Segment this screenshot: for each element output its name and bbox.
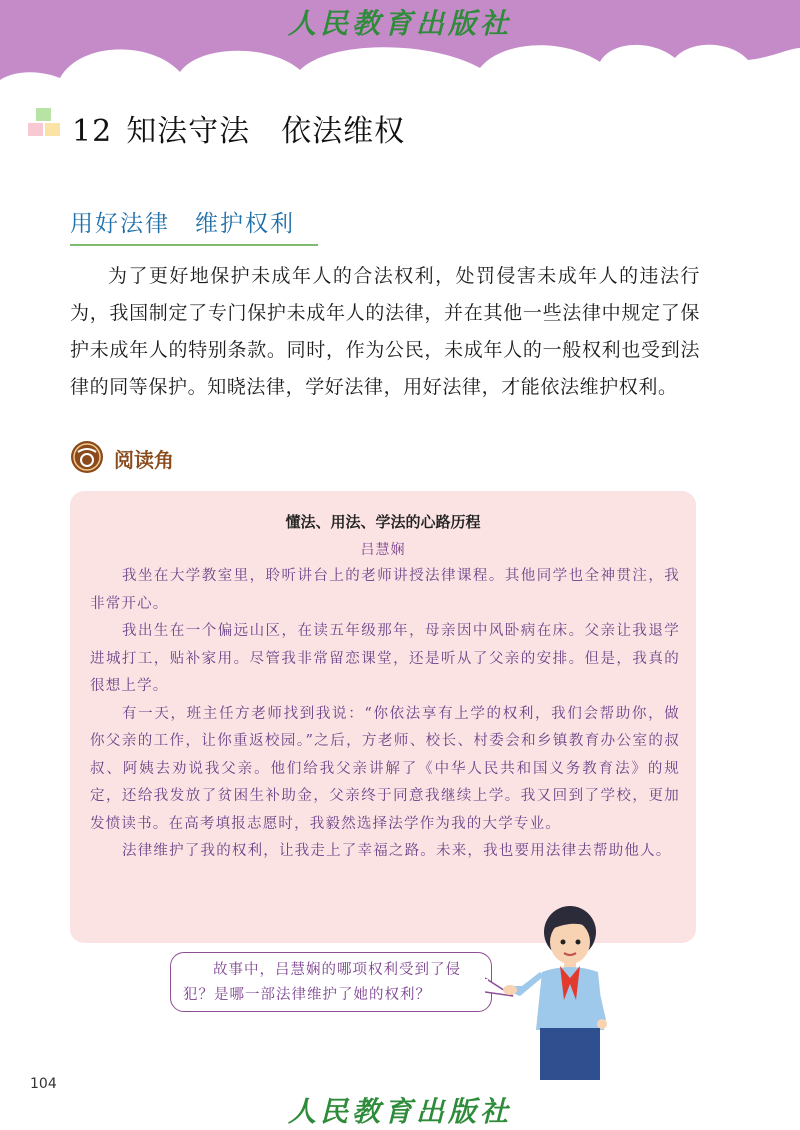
story-paragraph: 我坐在大学教室里，聆听讲台上的老师讲授法律课程。其他同学也全神贯注，我非常开心。 (90, 568, 680, 612)
story-paragraph: 有一天，班主任方老师找到我说：“你依法享有上学的权利，我们会帮助你，做你父亲的工作，让你重返校园。”之后，方老师、校长、村委会和乡镇教育办公室的叔叔、阿姨去劝说我父亲。他们给我父亲讲解了《中华人民共和国义务教育法》的规定，还给我发放了贫困生补助金，父亲终于同意我继续上学。我又回到了学校，更加发愤读书。在高考填报志愿时，我毅然选择法学作为我的大学专业。 (90, 705, 680, 832)
story-title: 懂法、用法、学法的心路历程 (285, 513, 481, 531)
publisher-logo-top: 人民教育出版社 (287, 7, 512, 40)
chapter-number: 12 (72, 114, 113, 149)
title-decoration-squares (28, 108, 62, 138)
section-title: 用好法律 维护权利 (70, 205, 318, 246)
story-paragraph: 我出生在一个偏远山区，在读五年级那年，母亲因中风卧病在床。父亲让我退学进城打工，贴补家用。尽管我非常留恋课堂，还是听从了父亲的安排。但是，我真的很想上学。 (90, 623, 680, 694)
reading-corner-label: 阅读角 (114, 448, 174, 472)
intro-paragraph: 为了更好地保护未成年人的合法权利，处罚侵害未成年人的违法行为，我国制定了专门保护未成年人的法律，并在其他一些法律中规定了保护未成年人的特别条款。同时，作为公民，未成年人的一般权利也受到法律的同等保护。知晓法律，学好法律，用好法律，才能依法维护权利。 (70, 265, 700, 398)
bubble-question: 故事中，吕慧娴的哪项权利受到了侵犯？是哪一部法律维护了她的权利？ (183, 962, 461, 1003)
story-author: 吕慧娴 (360, 542, 406, 558)
publisher-logo-bottom: 人民教育出版社 (287, 1095, 512, 1128)
chapter-name: 知法守法 依法维权 (126, 114, 406, 149)
reading-corner-icon (70, 440, 104, 474)
page-number: 104 (30, 1076, 57, 1092)
boy-student-illustration (500, 900, 620, 1080)
story-body (90, 563, 680, 866)
story-paragraph: 法律维护了我的权利，让我走上了幸福之路。未来，我也要用法律去帮助他人。 (122, 843, 672, 859)
chapter-title (72, 106, 405, 150)
speech-bubble (170, 952, 492, 1012)
reading-box (70, 491, 696, 943)
